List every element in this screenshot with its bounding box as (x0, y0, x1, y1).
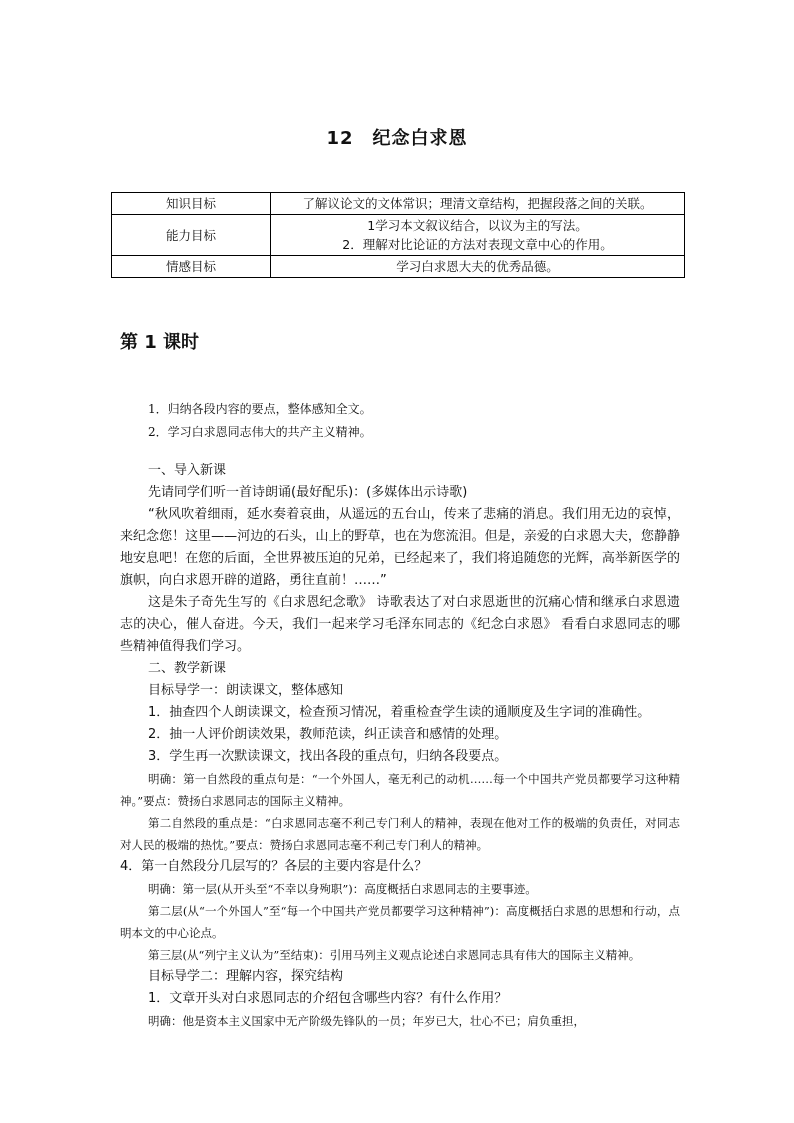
paragraph: 这是朱子奇先生写的《白求恩纪念歌》 诗歌表达了对白求恩逝世的沉痛心情和继承白求恩遗志的决心，催人奋进。今天，我们一起来学习毛泽东同志的《纪念白求恩》 看看白求恩同志的哪些精神值得我们学习。 (120, 595, 680, 654)
objectives-table (111, 192, 685, 278)
objective-content: 了解议论文的文体常识；理清文章结构，把握段落之间的关联。 (271, 193, 685, 215)
objective-content: 学习白求恩大夫的优秀品德。 (271, 256, 685, 278)
answer-paragraph: 第二自然段的重点是：“白求恩同志毫不利己专门利人的精神，表现在他对工作的极端的负责任，对同志对人民的极端的热忱。”要点：赞扬白求恩同志毫不利己专门利人的精神。 (120, 816, 680, 852)
objective-content (271, 215, 685, 256)
table-row (112, 256, 685, 278)
lesson-body (120, 460, 680, 1032)
section-heading: 一、导入新课 (148, 463, 227, 478)
list-item: 1．文章开头对白求恩同志的介绍包含哪些内容？有什么作用？ (148, 991, 508, 1006)
paragraph: 先请同学们听一首诗朗诵(最好配乐)：(多媒体出示诗歌) (148, 485, 468, 500)
list-item: 2．抽一人评价朗读效果，教师范读，纠正读音和感情的处理。 (148, 727, 508, 742)
answer-paragraph: 明确：他是资本主义国家中无产阶级先锋队的一员；年岁已大，壮心不已；肩负重担， (148, 1014, 585, 1028)
guide-heading: 目标导学二：理解内容，探究结构 (148, 969, 344, 984)
table-row (112, 215, 685, 256)
goal-item: 2．学习白求恩同志伟大的共产主义精神。 (148, 425, 372, 439)
list-item: 3．学生再一次默读课文，找出各段的重点句，归纳各段要点。 (148, 749, 508, 764)
answer-paragraph: 明确：第一自然段的重点句是：“一个外国人，毫无利己的动机……每一个中国共产党员都要学习这种精神。”要点：赞扬白求恩同志的国际主义精神。 (120, 772, 680, 808)
table-row (112, 193, 685, 215)
poem-quote: “秋风吹着细雨，延水奏着哀曲，从遥远的五台山，传来了悲痛的消息。我们用无边的哀悼，来纪念您！这里——河边的石头，山上的野草，也在为您流泪。但是，亲爱的白求恩大夫，您静静地安息吧！在您的后面，全世界被压迫的兄弟，已经起来了，我们将追随您的光辉，高举新医学的旗帜，向白求恩开辟的道路，勇往直前！……” (120, 507, 680, 588)
objective-line: 2．理解对比论证的方法对表现文章中心的作用。 (342, 237, 613, 252)
list-item: 1．抽查四个人朗读课文，检查预习情况，着重检查学生读的通顺度及生字词的准确性。 (148, 705, 651, 720)
lesson-goals (148, 398, 372, 444)
document-title: 12 纪念白求恩 (326, 128, 468, 149)
answer-paragraph: 第三层(从“列宁主义认为”至结束)：引用马列主义观点论述白求恩同志具有伟大的国际主义精神。 (148, 948, 641, 962)
section-heading: 二、教学新课 (148, 661, 227, 676)
lesson-heading: 第 1 课时 (120, 332, 200, 353)
goal-item: 1．归纳各段内容的要点，整体感知全文。 (148, 402, 372, 416)
objective-label: 知识目标 (112, 193, 271, 215)
guide-heading: 目标导学一：朗读课文，整体感知 (148, 683, 344, 698)
objective-line: 1学习本文叙议结合，以议为主的写法。 (367, 218, 588, 233)
list-item: 4．第一自然段分几层写的？各层的主要内容是什么？ (120, 859, 428, 874)
objective-label: 能力目标 (112, 215, 271, 256)
answer-paragraph: 明确：第一层(从开头至“不幸以身殉职”)：高度概括白求恩同志的主要事迹。 (148, 882, 537, 896)
answer-paragraph: 第二层(从“一个外国人”至“每一个中国共产党员都要学习这种精神”)：高度概括白求恩的思想和行动，点明本文的中心论点。 (120, 904, 680, 940)
objective-label: 情感目标 (112, 256, 271, 278)
